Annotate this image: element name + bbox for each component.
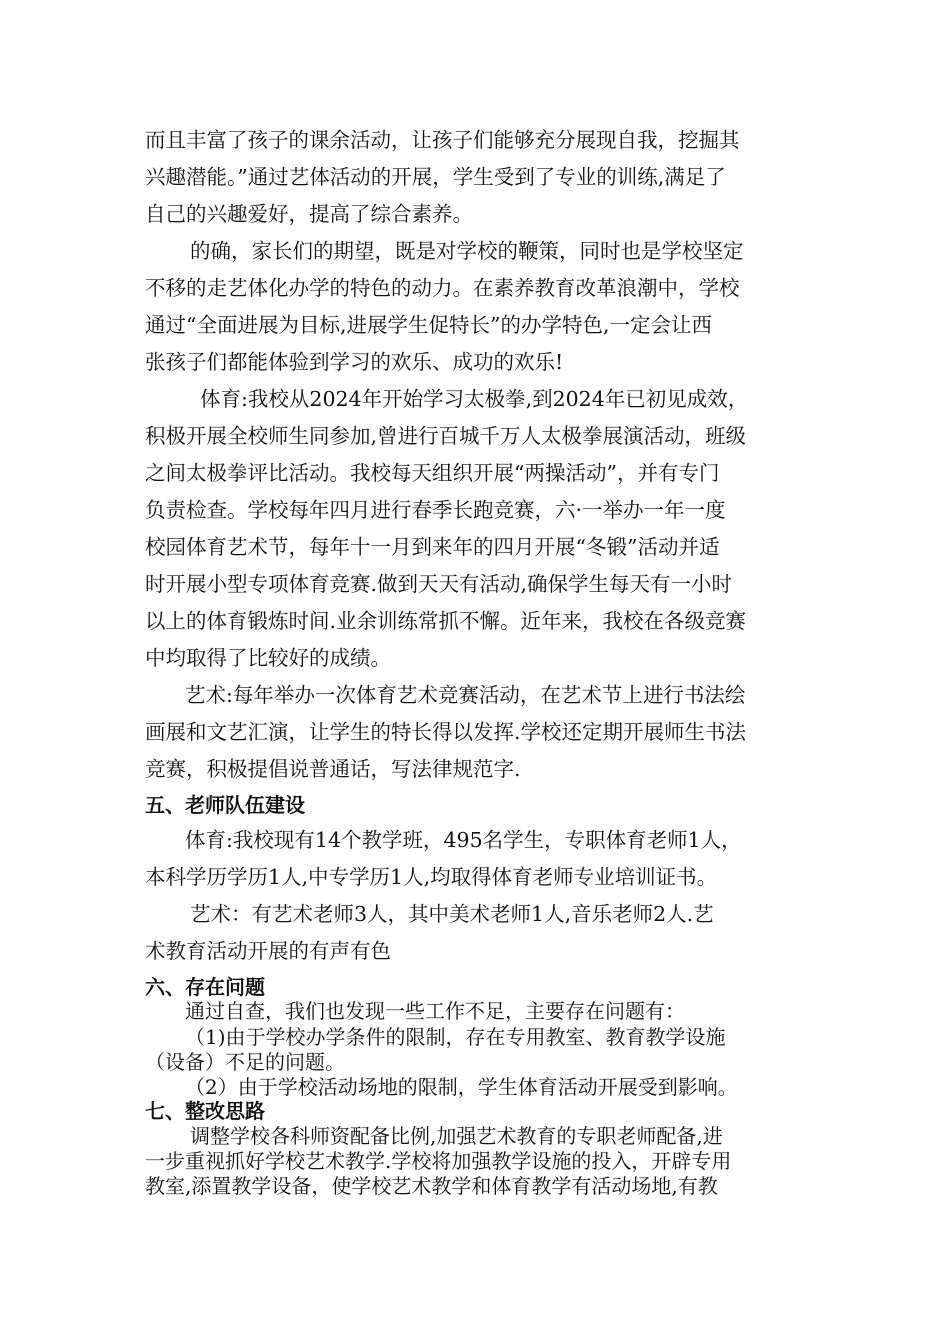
section-heading: 五、老师队伍建设: [145, 793, 305, 817]
paragraph-line: 通过“全面进展为目标,进展学生促特长”的办学特色,一定会让西: [145, 313, 712, 337]
paragraph-line: 竞赛，积极提倡说普通话，写法律规范字.: [145, 757, 521, 781]
paragraph-line: 艺术：有艺术老师3人，其中美术老师1人,音乐老师2人.艺: [190, 902, 714, 926]
paragraph-line: 艺术:每年举办一次体育艺术竞赛活动，在艺术节上进行书法绘: [185, 683, 746, 707]
paragraph-line: 本科学历学历1人,中专学历1人,均取得体育老师专业培训证书。: [145, 865, 718, 889]
paragraph-line: 自己的兴趣爱好，提高了综合素养。: [145, 202, 473, 226]
paragraph-line: 一步重视抓好学校艺术教学.学校将加强教学设施的投入，开辟专用: [145, 1149, 732, 1173]
paragraph-line: 之间太极拳评比活动。我校每天组织开展“两操活动”，并有专门: [145, 461, 720, 485]
paragraph-line: 张孩子们都能体验到学习的欢乐、成功的欢乐!: [145, 350, 564, 374]
paragraph-line: （2）由于学校活动场地的限制，学生体育活动开展受到影响。: [185, 1075, 738, 1099]
paragraph-line: 中均取得了比较好的成绩。: [145, 646, 391, 670]
paragraph-line: 负责检查。学校每年四月进行春季长跑竞赛，六·一举办一年一度: [145, 498, 726, 522]
paragraph-line: （1)由于学校办学条件的限制，存在专用教室、教育教学设施: [185, 1025, 726, 1049]
paragraph-line: 的确，家长们的期望，既是对学校的鞭策，同时也是学校坚定: [190, 239, 744, 263]
paragraph-line: 通过自查，我们也发现一些工作不足，主要存在问题有：: [185, 999, 685, 1023]
section-heading: 七、整改思路: [145, 1099, 265, 1123]
paragraph-line: （设备）不足的问题。: [145, 1050, 345, 1074]
paragraph-line: 校园体育艺术节，每年十一月到来年的四月开展“冬锻”活动并适: [145, 535, 720, 559]
paragraph-line: 教室,添置教学设备，使学校艺术教学和体育教学有活动场地,有教: [145, 1174, 718, 1198]
paragraph-line: 调整学校各科师资配备比例,加强艺术教育的专职老师配备,进: [190, 1124, 723, 1148]
paragraph-line: 体育:我校从2024年开始学习太极拳,到2024年已初见成效，: [200, 387, 749, 411]
section-heading: 六、存在问题: [145, 975, 265, 999]
paragraph-line: 兴趣潜能。”通过艺体活动的开展，学生受到了专业的训练,满足了: [145, 165, 726, 189]
paragraph-line: 术教育活动开展的有声有色: [145, 939, 391, 963]
paragraph-line: 体育:我校现有14个教学班，495名学生，专职体育老师1人，: [185, 828, 742, 852]
paragraph-line: 不移的走艺体化办学的特色的动力。在素养教育改革浪潮中，学校: [145, 276, 740, 300]
paragraph-line: 而且丰富了孩子的课余活动，让孩子们能够充分展现自我，挖掘其: [145, 128, 740, 152]
paragraph-line: 画展和文艺汇演，让学生的特长得以发挥.学校还定期开展师生书法: [145, 720, 747, 744]
paragraph-line: 积极开展全校师生同参加,曾进行百城千万人太极拳展演活动，班级: [145, 424, 747, 448]
paragraph-line: 时开展小型专项体育竞赛.做到天天有活动,确保学生每天有一小时: [145, 572, 733, 596]
paragraph-line: 以上的体育锻炼时间.业余训练常抓不懈。近年来，我校在各级竞赛: [145, 609, 747, 633]
